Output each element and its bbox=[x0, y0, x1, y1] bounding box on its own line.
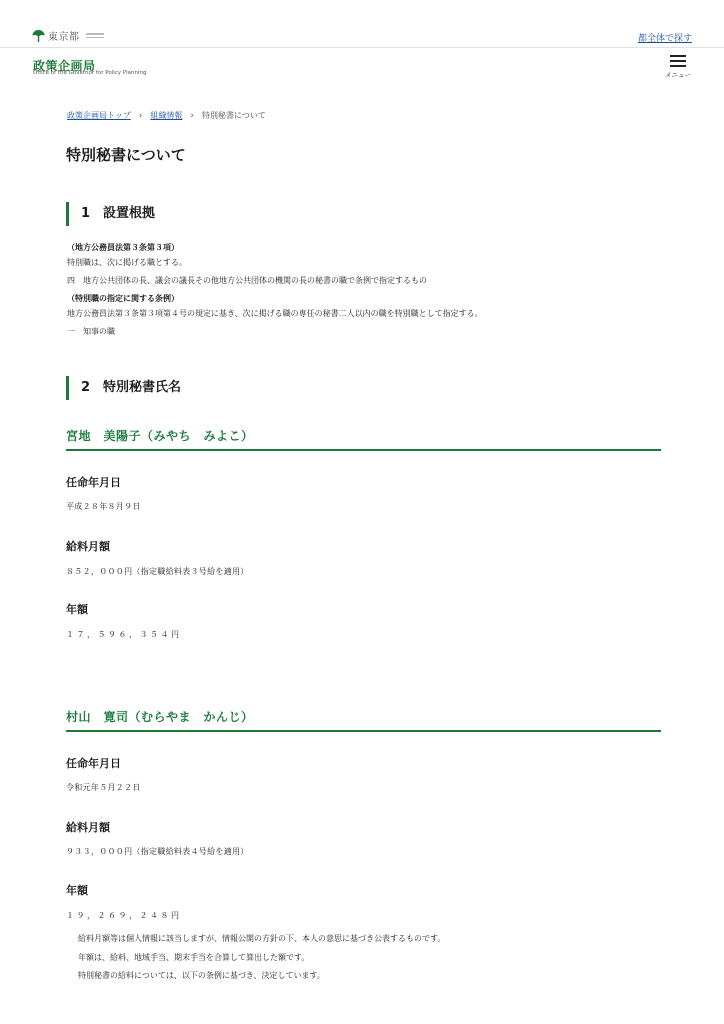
law2-line1: 地方公務員法第３条第３項第４号の規定に基き、次に掲げる職の専任の秘書二人以内の職を特別職として指定する。 bbox=[67, 309, 483, 318]
monthly-salary-label: 給料月額 bbox=[66, 821, 110, 834]
bureau-english-name: Office of the Governor for Policy Planning bbox=[33, 70, 147, 76]
monthly-salary-value: ８５２，０００円（指定職給料表３号給を適用） bbox=[66, 567, 249, 576]
monthly-salary-label: 給料月額 bbox=[66, 540, 110, 553]
tokyo-logo-text: 東京都 bbox=[48, 32, 80, 43]
annual-amount-label: 年額 bbox=[66, 603, 88, 616]
chevron-right-icon: › bbox=[138, 110, 143, 121]
law2-line2: 一 知事の職 bbox=[67, 327, 115, 336]
person-name: 宮地 美陽子（みやち みよこ） bbox=[66, 427, 661, 451]
annual-amount-label: 年額 bbox=[66, 884, 88, 897]
appointed-date-label: 任命年月日 bbox=[66, 476, 121, 489]
tokyo-logo-subtext bbox=[86, 32, 104, 39]
law2-title: （特別職の指定に関する条例） bbox=[67, 294, 179, 303]
breadcrumb-link-organization[interactable]: 組織情報 bbox=[150, 111, 183, 120]
breadcrumb bbox=[67, 110, 266, 121]
site-header bbox=[0, 48, 724, 88]
menu-button[interactable] bbox=[662, 54, 694, 80]
law1-line2: 四 地方公共団体の長、議会の議長その他地方公共団体の機関の長の秘書の職で条例で指定するもの bbox=[67, 276, 427, 285]
note-salary-basis: 特別秘書の給料については、以下の条例に基づき、決定しています。 bbox=[78, 971, 325, 980]
tokyo-metropolitan-logo[interactable] bbox=[32, 28, 104, 43]
law1-title: （地方公務員法第３条第３項） bbox=[67, 243, 179, 252]
ginkgo-leaf-icon bbox=[32, 29, 45, 43]
monthly-salary-value: ９３３，０００円（指定職給料表４号給を適用） bbox=[66, 847, 249, 856]
section-heading-basis: 1 設置根拠 bbox=[66, 202, 155, 226]
section-heading-names: 2 特別秘書氏名 bbox=[66, 376, 181, 400]
menu-label: メニュー bbox=[665, 71, 691, 79]
breadcrumb-link-top[interactable]: 政策企画局トップ bbox=[67, 111, 131, 120]
hamburger-icon bbox=[670, 55, 686, 70]
appointed-date-value: 令和元年５月２２日 bbox=[66, 783, 141, 792]
appointed-date-label: 任命年月日 bbox=[66, 757, 121, 770]
top-utility-bar bbox=[0, 0, 724, 48]
breadcrumb-current: 特別秘書について bbox=[201, 111, 266, 120]
search-all-tokyo-link[interactable]: 都全体で探す bbox=[637, 34, 692, 44]
note-annual-calc: 年額は、給料、地域手当、期末手当を合算して算出した額です。 bbox=[78, 953, 310, 962]
bureau-name[interactable]: 政策企画局 bbox=[33, 59, 96, 73]
law1-line1: 特別職は、次に掲げる職とする。 bbox=[67, 258, 187, 267]
annual-amount-value: １７，５９６，３５４円 bbox=[66, 630, 182, 639]
annual-amount-value: １９，２６９，２４８円 bbox=[66, 911, 182, 920]
note-disclosure: 給料月額等は個人情報に該当しますが、情報公開の方針の下、本人の意思に基づき公表するものです。 bbox=[78, 934, 446, 943]
chevron-right-icon: › bbox=[190, 110, 194, 121]
appointed-date-value: 平成２８年８月９日 bbox=[66, 502, 141, 511]
person-name: 村山 寛司（むらやま かんじ） bbox=[66, 708, 661, 732]
page-title: 特別秘書について bbox=[66, 146, 186, 164]
